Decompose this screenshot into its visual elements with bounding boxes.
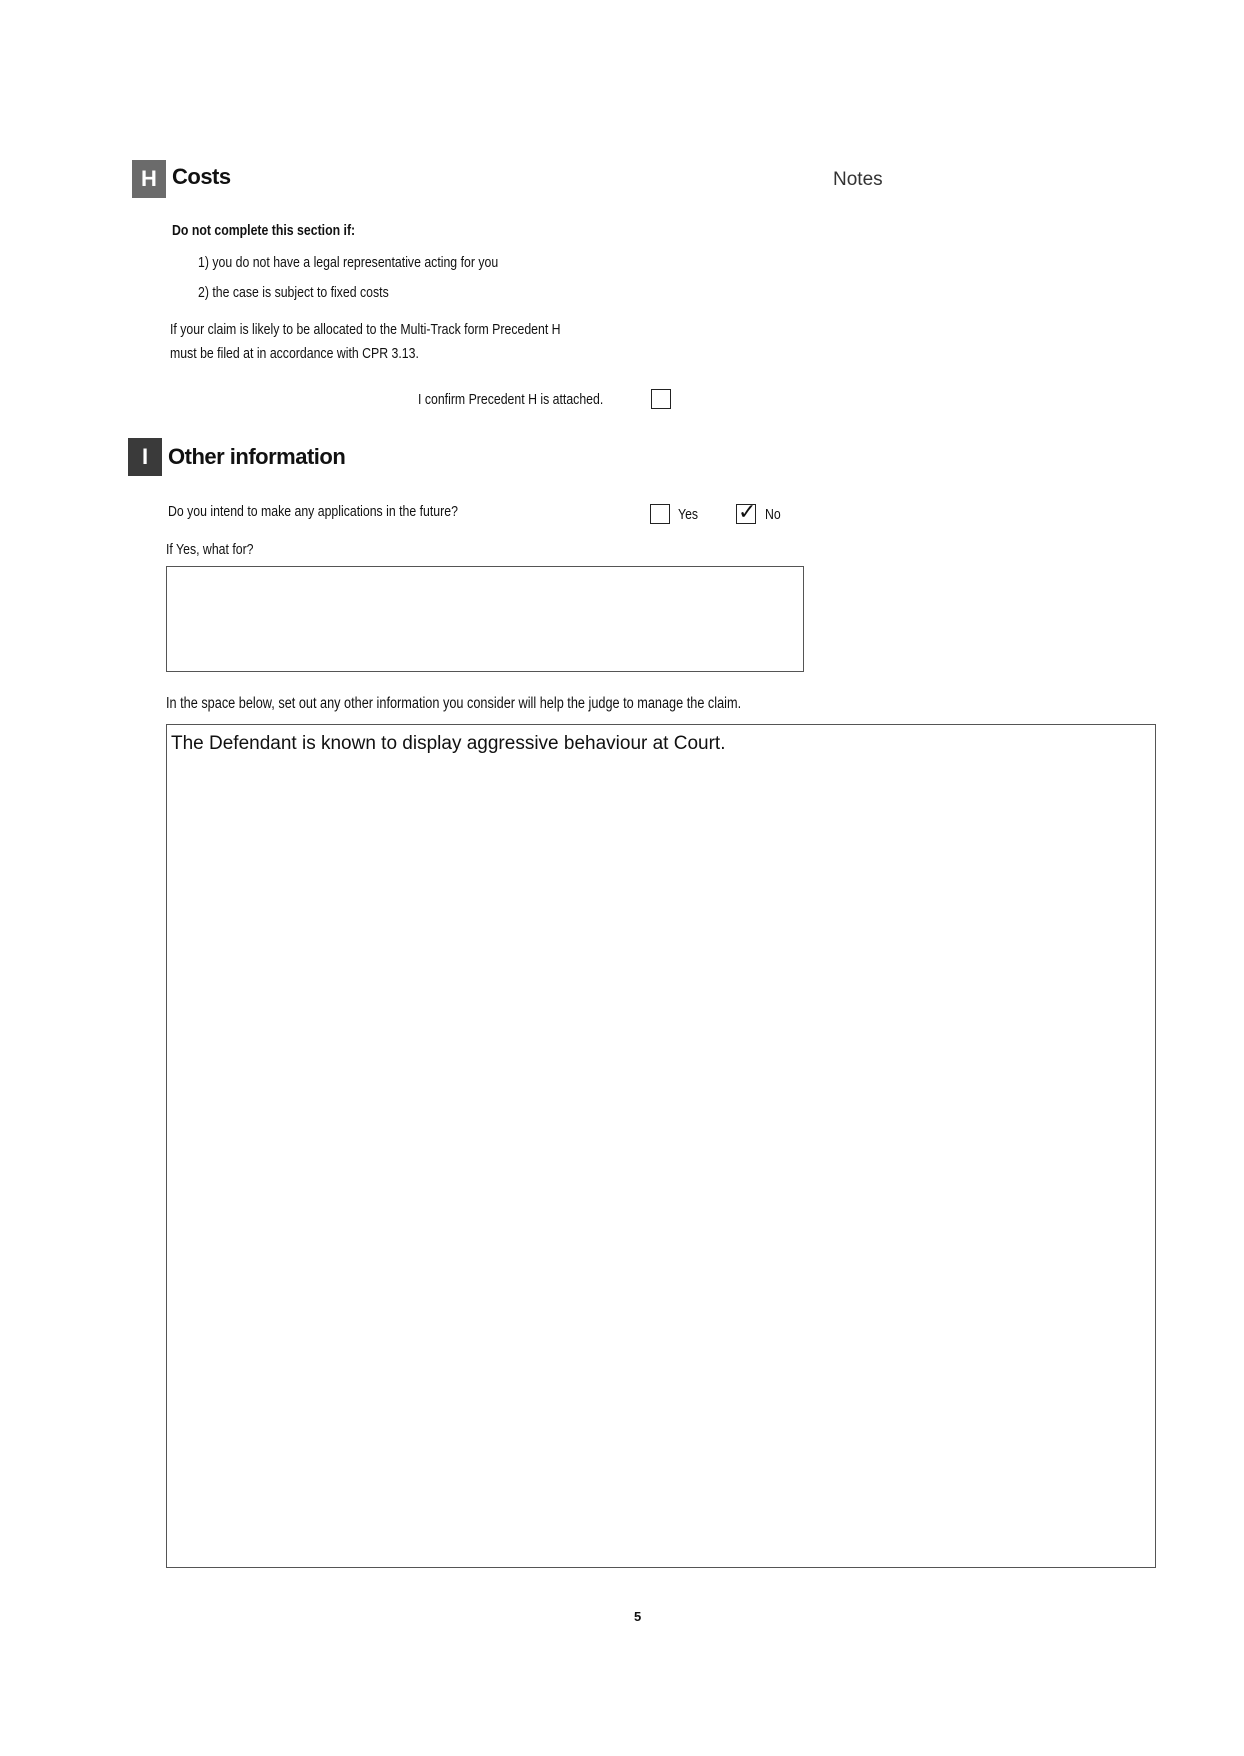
applications-no-label: No — [765, 506, 781, 523]
precedent-h-confirm-checkbox[interactable] — [651, 389, 671, 409]
if-yes-input[interactable] — [166, 566, 804, 672]
checkmark-icon: ✓ — [738, 499, 757, 524]
applications-yes-label: Yes — [678, 506, 699, 523]
applications-yes-checkbox[interactable] — [650, 504, 670, 524]
if-yes-label: If Yes, what for? — [166, 541, 254, 558]
section-h-title: Costs — [172, 164, 231, 189]
section-i-badge: I — [128, 438, 162, 476]
precedent-h-confirm-label: I confirm Precedent H is attached. — [418, 391, 604, 408]
section-h-badge: H — [132, 160, 166, 198]
other-info-textarea[interactable] — [166, 724, 1156, 1568]
page-number: 5 — [634, 1609, 642, 1624]
costs-condition-1: 1) you do not have a legal representative acting for you — [198, 254, 499, 271]
applications-no-checkbox[interactable] — [736, 499, 757, 524]
costs-paragraph-line2: must be filed at in accordance with CPR 3.13. — [170, 345, 419, 362]
costs-condition-2: 2) the case is subject to fixed costs — [198, 284, 389, 301]
notes-label: Notes — [833, 169, 883, 190]
applications-question: Do you intend to make any applications in the future? — [168, 503, 458, 520]
costs-paragraph-line1: If your claim is likely to be allocated to the Multi-Track form Precedent H — [170, 321, 561, 338]
other-info-value: The Defendant is known to display aggressive behaviour at Court. — [171, 733, 726, 754]
costs-warning-heading: Do not complete this section if: — [172, 222, 356, 239]
section-i-title: Other information — [168, 444, 346, 469]
other-info-prompt: In the space below, set out any other information you consider will help the judge to manage the claim. — [166, 695, 742, 712]
